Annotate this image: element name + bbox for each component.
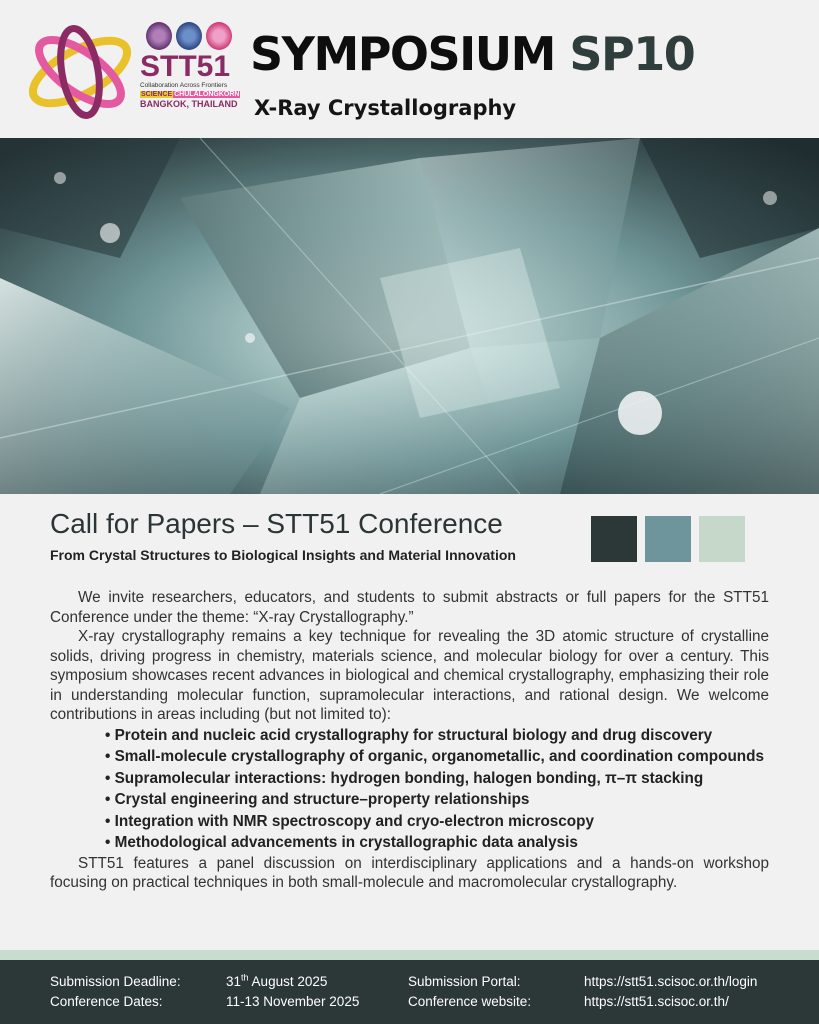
header <box>0 0 819 138</box>
deadline-value: 31th August 2025 <box>226 972 328 989</box>
swatch-mint <box>699 516 745 562</box>
dates-label: Conference Dates: <box>50 994 163 1009</box>
logo-name: STT51 <box>140 50 231 83</box>
emblem-icon <box>206 22 232 50</box>
swatch-teal <box>645 516 691 562</box>
intro-paragraph: We invite researchers, educators, and students to submit abstracts or full papers for the STT51 Conference under the theme: “X-ray Crystallography.” <box>50 589 769 626</box>
call-title: Call for Papers – STT51 Conference <box>50 508 503 539</box>
emblem-icon <box>146 22 172 50</box>
footer-divider <box>0 950 819 960</box>
closing-paragraph: STT51 features a panel discussion on interdisciplinary applications and a hands-on workshop focusing on practical techniques in both small-molecule and macromolecular crystallography. <box>50 854 769 891</box>
logo-tagline: Collaboration Across Frontiers <box>140 82 228 89</box>
call-subtitle: From Crystal Structures to Biological Insights and Material Innovation <box>50 547 516 563</box>
swatch-dark <box>591 516 637 562</box>
body-text <box>50 588 769 893</box>
website-link[interactable]: https://stt51.scisoc.or.th/ <box>584 994 729 1009</box>
list-item: • Methodological advancements in crystallographic data analysis <box>105 832 769 854</box>
deadline-label: Submission Deadline: <box>50 974 181 989</box>
footer-row-2 <box>0 994 819 1014</box>
logo-faculty: SCIENCE CHULALONGKORN <box>141 91 240 98</box>
portal-label: Submission Portal: <box>408 974 521 989</box>
crystal-image-icon <box>0 138 819 494</box>
page-subtitle: X-Ray Crystallography <box>254 96 517 120</box>
crystal-image <box>0 138 819 494</box>
color-palette <box>591 516 745 562</box>
list-item: • Protein and nucleic acid crystallography for structural biology and drug discovery <box>105 725 769 747</box>
website-label: Conference website: <box>408 994 532 1009</box>
stt51-wordmark <box>140 22 240 110</box>
dates-value: 11-13 November 2025 <box>226 994 360 1009</box>
portal-link[interactable]: https://stt51.scisoc.or.th/login <box>584 974 758 989</box>
description-paragraph: X-ray crystallography remains a key technique for revealing the 3D atomic structure of crystalline solids, driving progress in chemistry, materials science, and molecular biology for over a century. This symposium showcases recent advances in biological and chemical crystallography, emphasizing their role in understanding molecular function, supramolecular interactions, and rational design. We welcome contributions in areas including (but not limited to): <box>50 628 769 723</box>
emblem-icon <box>176 22 202 50</box>
list-item: • Integration with NMR spectroscopy and cryo-electron microscopy <box>105 811 769 833</box>
topic-list <box>50 725 769 854</box>
stt51-swirl-logo-icon <box>22 20 142 120</box>
footer <box>0 960 819 1024</box>
list-item: • Small-molecule crystallography of organic, organometallic, and coordination compounds <box>105 746 769 768</box>
list-item: • Supramolecular interactions: hydrogen bonding, halogen bonding, π–π stacking <box>105 768 769 790</box>
logo-location: BANGKOK, THAILAND <box>140 99 238 109</box>
list-item: • Crystal engineering and structure–property relationships <box>105 789 769 811</box>
page-title: SYMPOSIUM SP10 <box>250 27 695 81</box>
footer-row-1 <box>0 974 819 994</box>
